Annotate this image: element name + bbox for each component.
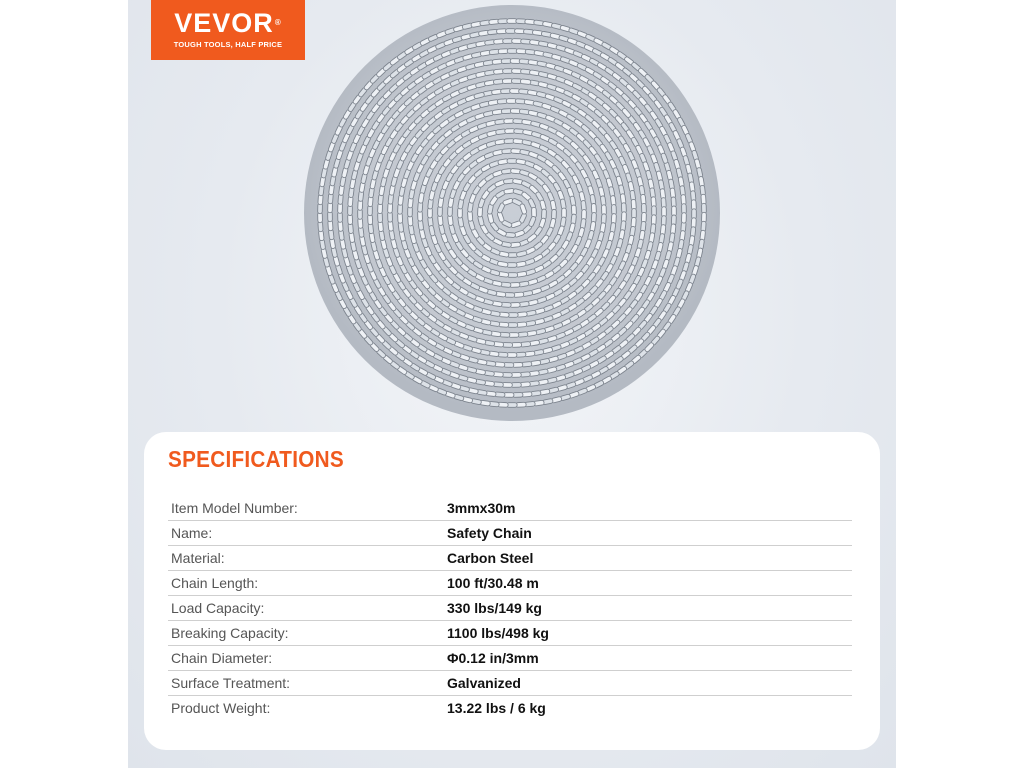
spec-label: Breaking Capacity: bbox=[168, 621, 447, 646]
vevor-logo bbox=[151, 0, 305, 60]
spec-label: Chain Diameter: bbox=[168, 646, 447, 671]
spec-value: 3mmx30m bbox=[447, 496, 852, 521]
registered-mark: ® bbox=[274, 18, 282, 27]
spec-value: 1100 lbs/498 kg bbox=[447, 621, 852, 646]
spec-label: Name: bbox=[168, 521, 447, 546]
product-banner bbox=[128, 0, 896, 768]
spec-row bbox=[168, 496, 852, 521]
spec-row bbox=[168, 696, 852, 721]
spec-value: Φ0.12 in/3mm bbox=[447, 646, 852, 671]
coil-base bbox=[304, 5, 720, 421]
logo-tagline: TOUGH TOOLS, HALF PRICE bbox=[173, 40, 283, 49]
chain-link bbox=[520, 79, 531, 85]
spec-row bbox=[168, 646, 852, 671]
spec-row bbox=[168, 546, 852, 571]
spec-value: Safety Chain bbox=[447, 521, 852, 546]
spec-value: Carbon Steel bbox=[447, 546, 852, 571]
spec-label: Surface Treatment: bbox=[168, 671, 447, 696]
logo-wordmark: VEVOR bbox=[174, 8, 274, 38]
specifications-table bbox=[168, 496, 852, 720]
spec-value: 100 ft/30.48 m bbox=[447, 571, 852, 596]
spec-row bbox=[168, 571, 852, 596]
spec-row bbox=[168, 671, 852, 696]
spec-label: Load Capacity: bbox=[168, 596, 447, 621]
specifications-title: SPECIFICATIONS bbox=[168, 446, 344, 472]
spec-row bbox=[168, 596, 852, 621]
spec-label: Material: bbox=[168, 546, 447, 571]
spec-label: Item Model Number: bbox=[168, 496, 447, 521]
spec-value: 13.22 lbs / 6 kg bbox=[447, 700, 546, 716]
spec-label: Chain Length: bbox=[168, 571, 447, 596]
spec-value: Galvanized bbox=[447, 671, 852, 696]
chain-link bbox=[681, 213, 686, 224]
specifications-card bbox=[144, 432, 880, 750]
spec-label: Product Weight: bbox=[171, 700, 271, 716]
spec-value: 330 lbs/149 kg bbox=[447, 596, 852, 621]
spec-row bbox=[168, 521, 852, 546]
coiled-chain-icon bbox=[296, 0, 728, 432]
spec-row bbox=[168, 621, 852, 646]
